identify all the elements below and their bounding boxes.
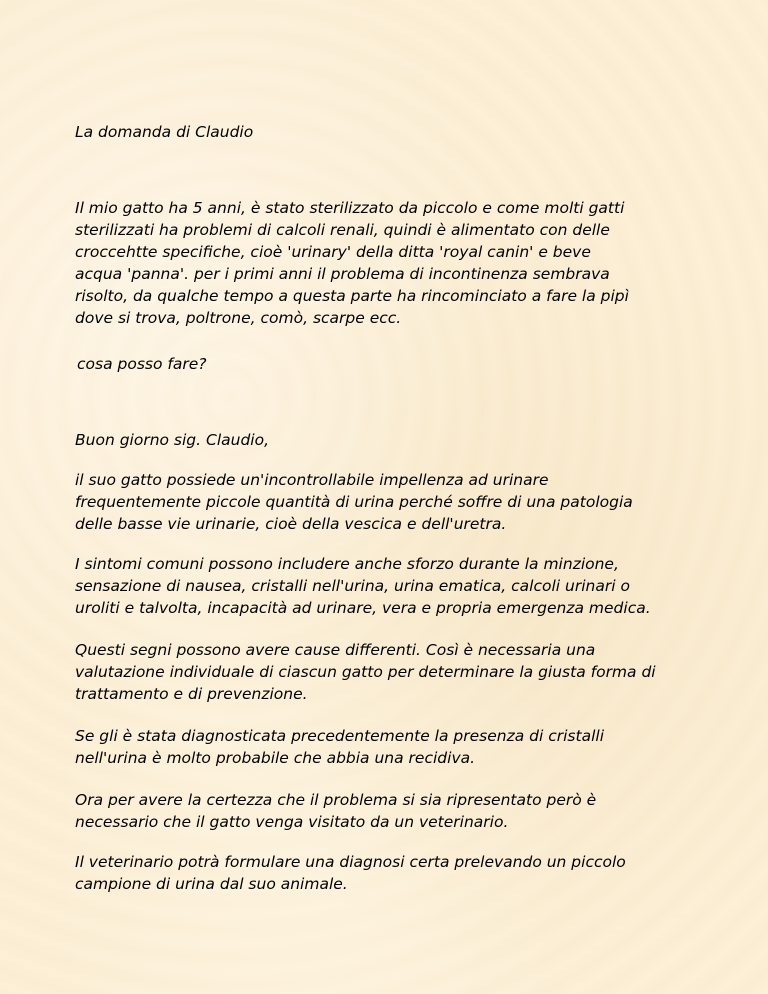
paragraph-line: uroliti e talvolta, incapacità ad urinare, vera e propria emergenza medica. [75, 599, 651, 617]
paragraph-line: I sintomi comuni possono includere anche sforzo durante la minzione, [75, 555, 619, 573]
answer-paragraph [75, 789, 695, 833]
answer-greeting-text: Buon giorno sig. Claudio, [75, 431, 270, 449]
question-end-text: cosa posso fare? [77, 355, 207, 373]
question-line: risolto, da qualche tempo a questa parte ha rincominciato a fare la pipì [75, 287, 629, 305]
answer-paragraph [75, 639, 705, 705]
paragraph-line: Questi segni possono avere cause differenti. Così è necessaria una [75, 641, 596, 659]
paragraph-line: Se gli è stata diagnosticata precedentemente la presenza di cristalli [75, 727, 605, 745]
question-line: acqua 'panna'. per i primi anni il problema di incontinenza sembrava [75, 265, 610, 283]
question-line: dove si trova, poltrone, comò, scarpe ecc. [75, 309, 402, 327]
paragraph-line: trattamento e di prevenzione. [75, 685, 308, 703]
question-title-text: La domanda di Claudio [75, 123, 254, 141]
answer-paragraph [75, 725, 695, 769]
answer-paragraph [75, 851, 695, 895]
answer-paragraph [75, 553, 705, 619]
question-line: Il mio gatto ha 5 anni, è stato sterilizzato da piccolo e come molti gatti [75, 199, 625, 217]
answer-greeting [75, 429, 675, 451]
paragraph-line: frequentemente piccole quantità di urina perché soffre di una patologia [75, 493, 633, 511]
question-line: croccehtte specifiche, cioè 'urinary' della ditta 'royal canin' e beve [75, 243, 591, 261]
answer-paragraph [75, 469, 705, 535]
question-title [75, 121, 705, 143]
paragraph-line: nell'urina è molto probabile che abbia una recidiva. [75, 749, 476, 767]
paragraph-line: valutazione individuale di ciascun gatto per determinare la giusta forma di [75, 663, 656, 681]
question-text [75, 197, 695, 329]
question-end [77, 353, 677, 375]
paragraph-line: Ora per avere la certezza che il problema si sia ripresentato però è [75, 791, 597, 809]
paragraph-line: campione di urina dal suo animale. [75, 875, 348, 893]
paragraph-line: sensazione di nausea, cristalli nell'urina, urina ematica, calcoli urinari o [75, 577, 630, 595]
paragraph-line: delle basse vie urinarie, cioè della vescica e dell'uretra. [75, 515, 507, 533]
paragraph-line: Il veterinario potrà formulare una diagnosi certa prelevando un piccolo [75, 853, 626, 871]
paragraph-line: il suo gatto possiede un'incontrollabile impellenza ad urinare [75, 471, 549, 489]
paragraph-line: necessario che il gatto venga visitato da un veterinario. [75, 813, 509, 831]
question-line: sterilizzati ha problemi di calcoli renali, quindi è alimentato con delle [75, 221, 610, 239]
